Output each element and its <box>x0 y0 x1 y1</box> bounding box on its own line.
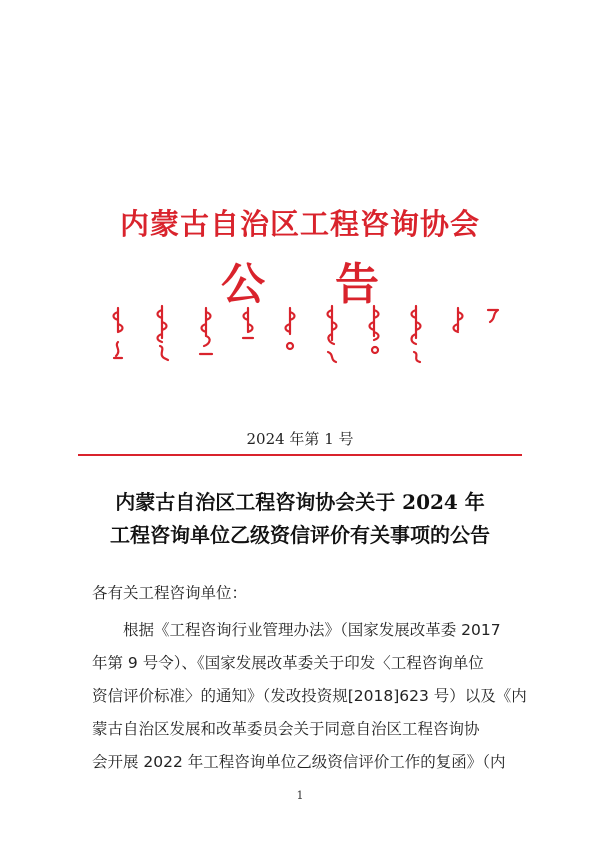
mongolian-word-7 <box>370 306 379 353</box>
mongolian-word-2 <box>158 306 169 360</box>
document-title-line-2: 工程咨询单位乙级资信评价有关事项的公告 <box>110 523 490 547</box>
notice-heading: 公告 <box>221 259 449 310</box>
mongolian-word-6 <box>328 306 337 362</box>
mongolian-word-10 <box>488 310 498 322</box>
body-line: 根据《工程咨询行业管理办法》（国家发展改革委 2017 <box>123 621 501 639</box>
organization-name: 内蒙古自治区工程咨询协会 <box>119 207 480 241</box>
page-number: 1 <box>296 789 304 802</box>
body-line: 资信评价标准〉的通知》（发改投资规[2018]623 号）以及《内 <box>92 687 527 705</box>
mongolian-word-9 <box>454 308 463 332</box>
document-number: 2024 年第 1 号 <box>246 430 354 448</box>
document-title-line-1: 内蒙古自治区工程咨询协会关于 2024 年 <box>115 490 485 514</box>
mongolian-word-5 <box>286 308 295 349</box>
mongolian-script-line <box>110 302 502 368</box>
red-divider-line <box>78 454 522 456</box>
mongolian-word-1 <box>114 308 123 358</box>
mongolian-word-4 <box>243 308 253 338</box>
body-line: 蒙古自治区发展和改革委员会关于同意自治区工程咨询协 <box>92 720 480 738</box>
salutation: 各有关工程咨询单位： <box>92 584 248 602</box>
body-line: 年第 9 号令）、《国家发展改革委关于印发〈工程咨询单位 <box>92 654 484 672</box>
mongolian-word-3 <box>200 308 212 354</box>
mongolian-word-8 <box>412 306 421 362</box>
body-line: 会开展 2022 年工程咨询单位乙级资信评价工作的复函》（内 <box>92 753 506 771</box>
